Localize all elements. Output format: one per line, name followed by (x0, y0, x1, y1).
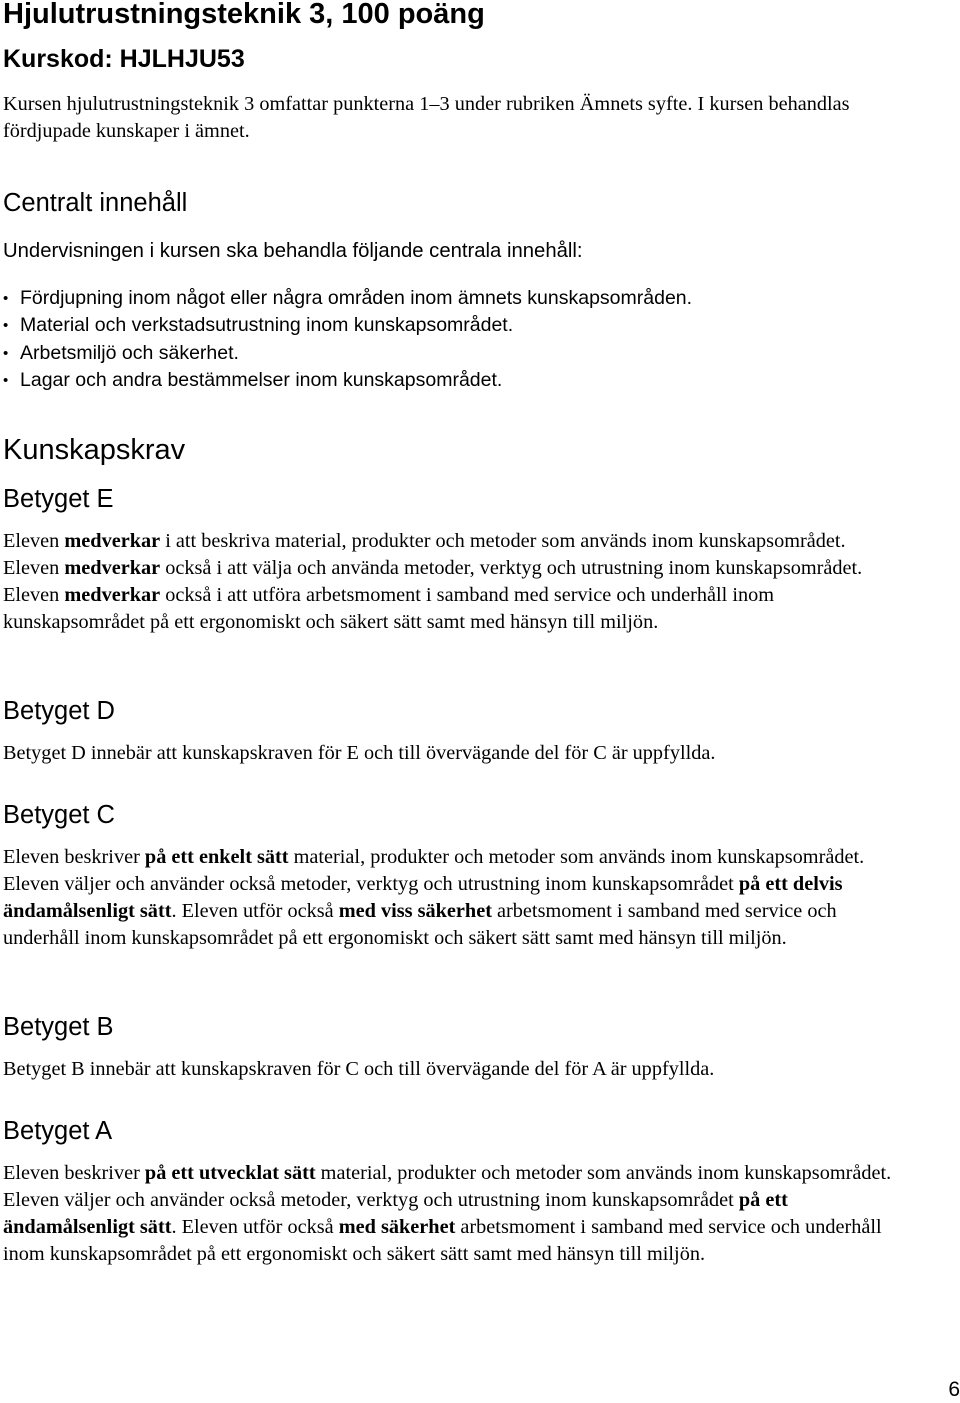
list-item-text: Material och verkstadsutrustning inom kunskapsområdet. (20, 314, 514, 337)
text-run: Eleven beskriver (3, 846, 145, 868)
emphasized-phrase: med säkerhet (338, 1216, 456, 1238)
emphasized-phrase: medverkar (64, 530, 161, 552)
grade-a-heading: Betyget A (3, 1117, 113, 1145)
grade-a-text (3, 1160, 893, 1268)
bullet-icon: • (3, 371, 9, 389)
text-run: också i att utföra arbetsmoment i samband med service och underhåll inom kunskapsområdet på ett ergonomiskt och säkert sätt samt med hänsyn till miljön. (3, 584, 775, 633)
list-item (3, 312, 692, 339)
text-run: . Eleven utför också (171, 900, 339, 922)
grade-b-text: Betyget B innebär att kunskapskraven för C och till övervägande del för A är uppfyllda. (3, 1058, 715, 1080)
text-run: arbetsmoment i samband med service och underhåll inom kunskapsområdet på ett ergonomiskt och säkert sätt samt med hänsyn till miljön. (3, 900, 837, 949)
list-item-text: Arbetsmiljö och säkerhet. (20, 341, 239, 364)
bullet-icon: • (3, 290, 9, 307)
grade-e-heading: Betyget E (3, 485, 114, 513)
text-run: arbetsmoment i samband med service och underhåll inom kunskapsområdet på ett ergonomiskt och säkert sätt samt med hänsyn till miljön. (3, 1216, 882, 1265)
emphasized-phrase: medverkar (64, 557, 161, 579)
text-run: material, produkter och metoder som används inom kunskapsområdet. Eleven väljer och använder också metoder, verktyg och utrustning inom kunskapsområdet (3, 1162, 892, 1211)
list-item-text: Fördjupning inom något eller några områden inom ämnets kunskapsområden. (20, 287, 693, 309)
grade-b-heading: Betyget B (3, 1013, 114, 1041)
bullet-icon: • (3, 317, 9, 335)
emphasized-phrase: på ett delvis ändamålsenligt sätt (3, 873, 843, 922)
grade-c-text (3, 844, 893, 952)
text-run: . Eleven utför också (171, 1216, 339, 1238)
page-number: 6 (948, 1378, 960, 1401)
text-run: material, produkter och metoder som används inom kunskapsområdet. Eleven väljer och använder också metoder, verktyg och utrustning inom kunskapsområdet (3, 846, 865, 895)
text-run: också i att välja och använda metoder, verktyg och utrustning inom kunskapsområdet. Eleven (3, 557, 863, 606)
list-item (3, 367, 692, 394)
central-content-heading: Centralt innehåll (3, 189, 188, 217)
grade-d-text: Betyget D innebär att kunskapskraven för E och till övervägande del för C är uppfyllda. (3, 742, 716, 764)
course-title: Hjulutrustningsteknik 3, 100 poäng (3, 0, 485, 30)
emphasized-phrase: på ett enkelt sätt (144, 846, 289, 868)
grade-e-text (3, 528, 893, 636)
text-run: i att beskriva material, produkter och metoder som används inom kunskapsområdet. Eleven (3, 530, 846, 579)
emphasized-phrase: med viss säkerhet (338, 900, 492, 922)
emphasized-phrase: på ett utvecklat sätt (144, 1162, 316, 1184)
list-item (3, 285, 692, 312)
emphasized-phrase: på ett ändamålsenligt sätt (3, 1189, 788, 1238)
central-content-list (3, 285, 692, 394)
list-item-text: Lagar och andra bestämmelser inom kunskapsområdet. (20, 368, 503, 391)
grade-d-heading: Betyget D (3, 697, 115, 725)
central-content-intro: Undervisningen i kursen ska behandla följande centrala innehåll: (3, 240, 583, 262)
bullet-icon: • (3, 344, 9, 362)
grade-c-heading: Betyget C (3, 801, 115, 829)
text-run: Eleven beskriver (3, 1162, 145, 1184)
knowledge-requirements-heading: Kunskapskrav (3, 434, 186, 466)
text-run: Eleven (3, 530, 65, 552)
emphasized-phrase: medverkar (64, 584, 161, 606)
list-item (3, 340, 692, 367)
course-code: Kurskod: HJLHJU53 (3, 45, 245, 73)
course-description: Kursen hjulutrustningsteknik 3 omfattar punkterna 1–3 under rubriken Ämnets syfte. I kursen behandlas fördjupade kunskaper i ämnet. (3, 93, 850, 142)
